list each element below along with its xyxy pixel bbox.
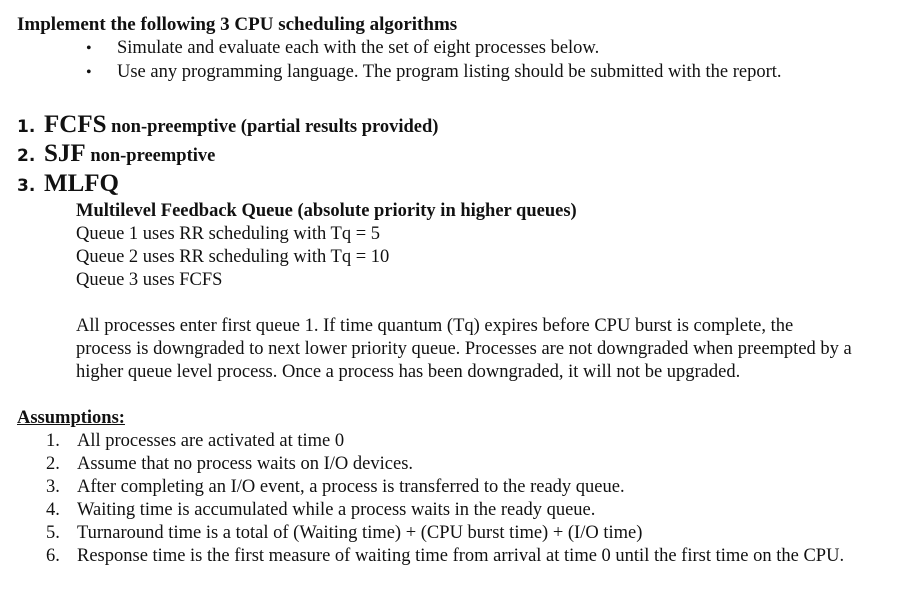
assumption-text: All processes are activated at time 0 bbox=[77, 431, 345, 451]
assumption-number: 2. bbox=[46, 454, 60, 474]
mlfq-title: Multilevel Feedback Queue (absolute priority in higher queues) bbox=[76, 201, 577, 221]
algorithm-number: 2. bbox=[17, 146, 36, 166]
assumption-number: 4. bbox=[46, 500, 60, 520]
paragraph-line: process is downgraded to next lower priority queue. Processes are not downgraded when preempted by a bbox=[76, 339, 852, 359]
bullet-text: Use any programming language. The program listing should be submitted with the report. bbox=[117, 62, 782, 82]
mlfq-paragraph bbox=[76, 315, 921, 384]
algorithm-item-sjf bbox=[17, 142, 215, 168]
algorithm-name: SJF bbox=[44, 140, 86, 167]
algorithm-number: 3. bbox=[17, 176, 36, 196]
algorithm-number: 1. bbox=[17, 117, 36, 137]
algorithm-description: non-preemptive (partial results provided) bbox=[106, 117, 439, 137]
assumption-text: Assume that no process waits on I/O devices. bbox=[77, 454, 414, 474]
assumption-number: 3. bbox=[46, 477, 60, 497]
paragraph-line: higher queue level process. Once a process has been downgraded, it will not be upgraded. bbox=[76, 362, 741, 382]
assumption-text: Waiting time is accumulated while a process waits in the ready queue. bbox=[77, 500, 596, 520]
assumption-text: Turnaround time is a total of (Waiting time) + (CPU burst time) + (I/O time) bbox=[77, 523, 643, 543]
mlfq-queue-line: Queue 1 uses RR scheduling with Tq = 5 bbox=[76, 224, 381, 244]
bullet-icon: • bbox=[86, 64, 92, 81]
assumption-number: 1. bbox=[46, 431, 60, 451]
bullet-icon: • bbox=[86, 40, 92, 57]
algorithm-description: non-preemptive bbox=[85, 146, 216, 166]
mlfq-queue-line: Queue 3 uses FCFS bbox=[76, 270, 223, 290]
algorithm-item-fcfs bbox=[17, 113, 438, 139]
algorithm-item-mlfq bbox=[17, 172, 119, 198]
mlfq-details bbox=[76, 200, 577, 292]
paragraph-line: All processes enter first queue 1. If time quantum (Tq) expires before CPU burst is complete, the bbox=[76, 316, 794, 336]
algorithm-name: FCFS bbox=[44, 111, 107, 138]
algorithm-name: MLFQ bbox=[44, 170, 119, 197]
assumption-text: Response time is the first measure of waiting time from arrival at time 0 until the first time on the CPU. bbox=[77, 546, 845, 566]
assumption-number: 6. bbox=[46, 546, 60, 566]
assumption-text: After completing an I/O event, a process is transferred to the ready queue. bbox=[77, 477, 625, 497]
bullet-text: Simulate and evaluate each with the set of eight processes below. bbox=[117, 38, 600, 58]
page-heading: Implement the following 3 CPU scheduling algorithms bbox=[17, 14, 458, 35]
assumption-number: 5. bbox=[46, 523, 60, 543]
mlfq-queue-line: Queue 2 uses RR scheduling with Tq = 10 bbox=[76, 247, 390, 267]
assumptions-heading: Assumptions: bbox=[17, 408, 125, 428]
